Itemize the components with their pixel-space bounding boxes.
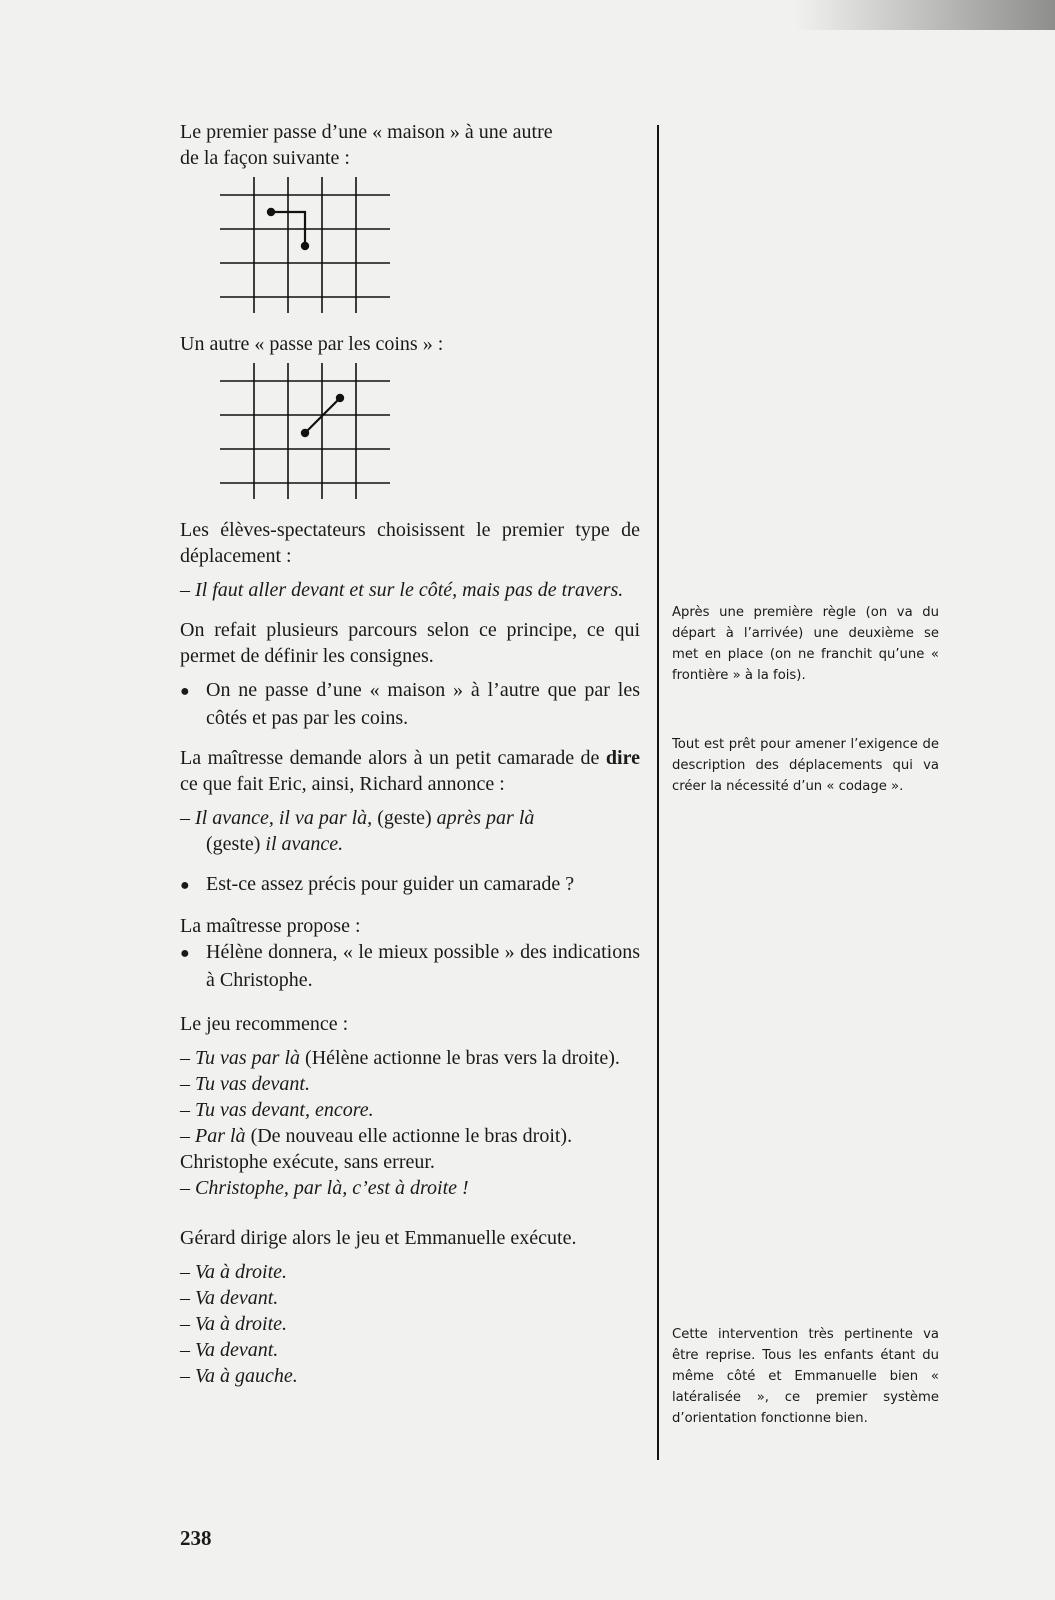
- demande-after: ce que fait Eric, ainsi, Richard annonce :: [180, 773, 505, 795]
- dialogue-italic: Tu vas devant.: [195, 1073, 310, 1095]
- dialogue-line: – Par là (De nouveau elle actionne le bras droit).: [180, 1125, 573, 1147]
- question-item: [180, 871, 640, 899]
- rule-sides: [180, 677, 640, 731]
- dialogue-italic: Tu vas devant, encore.: [195, 1099, 374, 1121]
- demande-text: [180, 745, 640, 797]
- dialogue-line: – Va à droite.: [180, 1313, 288, 1335]
- dialogue-roman: (Hélène actionne le bras vers la droite).: [300, 1047, 620, 1069]
- demande-bold: dire: [605, 747, 640, 769]
- dialogue-line: – Va à droite.: [180, 1261, 288, 1283]
- dialogue-helene: [180, 1045, 640, 1149]
- dialogue-gerard: [180, 1259, 640, 1389]
- intro-line-2: de la façon suivante :: [180, 147, 350, 169]
- quote-avance-part5: il avance.: [265, 833, 344, 855]
- side-note-intervention-text: Cette intervention très pertinente va être reprise. Tous les enfants étant du même côté et Emmanuelle bien « latéralisée », ce premier système d’orientation fonctionne bien.: [672, 1327, 939, 1426]
- gerard-text: Gérard dirige alors le jeu et Emmanuelle exécute.: [180, 1227, 577, 1249]
- recommence-text: Le jeu recommence :: [180, 1013, 349, 1035]
- quote-avance-part1: Il avance, il va par là,: [195, 807, 373, 829]
- side-note-codage-text: Tout est prêt pour amener l’exigence de description des déplacements qui va créer la nécessité d’un « codage ».: [672, 737, 939, 794]
- main-column: [180, 119, 640, 1389]
- side-note-intervention: [672, 1324, 939, 1429]
- dialogue-line: – Va à gauche.: [180, 1365, 298, 1387]
- bullet-icon: ●: [180, 683, 190, 700]
- helene-text: Hélène donnera, « le mieux possible » des indications à Christophe.: [206, 941, 640, 991]
- bullet-icon: ●: [180, 945, 190, 962]
- dialogue-italic: Tu vas par là: [195, 1047, 301, 1069]
- grid-figure-corners: [220, 363, 390, 499]
- column-divider: [657, 125, 659, 1460]
- page-edge-shadow: [795, 0, 1055, 30]
- quote-avance-part4: (geste): [206, 833, 266, 855]
- quote-avance-part2: (geste): [372, 807, 437, 829]
- dialogue-italic: Va à droite.: [195, 1261, 288, 1283]
- dialogue-line: – Va devant.: [180, 1287, 279, 1309]
- dialogue-line: – Tu vas devant.: [180, 1073, 310, 1095]
- quote-avance-part3: après par là: [436, 807, 535, 829]
- dialogue-italic: Va à droite.: [195, 1313, 288, 1335]
- dialogue-roman: (De nouveau elle actionne le bras droit).: [245, 1125, 573, 1147]
- quote-avance: – Il avance, il va par là, (geste) après par là (geste) il avance.: [180, 807, 535, 855]
- christophe-quote: – Christophe, par là, c’est à droite !: [180, 1177, 469, 1199]
- question-text: Est-ce assez précis pour guider un camarade ?: [206, 873, 575, 895]
- christophe-quote-text: Christophe, par là, c’est à droite !: [195, 1177, 469, 1199]
- christophe-executes-text: Christophe exécute, sans erreur.: [180, 1151, 435, 1173]
- demande-before: La maîtresse demande alors à un petit camarade de: [180, 747, 606, 769]
- intro-line-1: Le premier passe d’une « maison » à une autre: [180, 121, 553, 143]
- dialogue-italic: Va devant.: [195, 1339, 279, 1361]
- side-note-codage: [672, 734, 939, 797]
- refait-text: On refait plusieurs parcours selon ce principe, ce qui permet de définir les consignes.: [180, 619, 640, 667]
- dialogue-line: – Tu vas devant, encore.: [180, 1099, 374, 1121]
- grid-figure-sides: [220, 177, 390, 313]
- dialogue-italic: Va à gauche.: [195, 1365, 298, 1387]
- quote-travers: – Il faut aller devant et sur le côté, mais pas de travers.: [180, 579, 624, 601]
- side-note-rules-text: Après une première règle (on va du départ à l’arrivée) une deuxième se met en place (on ne franchit qu’une « frontière » à la fois).: [672, 605, 939, 683]
- dialogue-line: – Va devant.: [180, 1339, 279, 1361]
- page-number: 238: [180, 1526, 212, 1550]
- propose-text: La maîtresse propose :: [180, 915, 361, 937]
- dialogue-line: – Tu vas par là (Hélène actionne le bras vers la droite).: [180, 1047, 620, 1069]
- dialogue-italic: Va devant.: [195, 1287, 279, 1309]
- side-note-rules: [672, 602, 939, 686]
- dialogue-italic: Par là: [195, 1125, 246, 1147]
- helene-item: [180, 939, 640, 993]
- spectators-text: Les élèves-spectateurs choisissent le premier type de déplacement :: [180, 519, 640, 567]
- second-move-text: Un autre « passe par les coins » :: [180, 333, 444, 355]
- bullet-icon: ●: [180, 877, 190, 894]
- rule-sides-text: On ne passe d’une « maison » à l’autre que par les côtés et pas par les coins.: [206, 679, 640, 729]
